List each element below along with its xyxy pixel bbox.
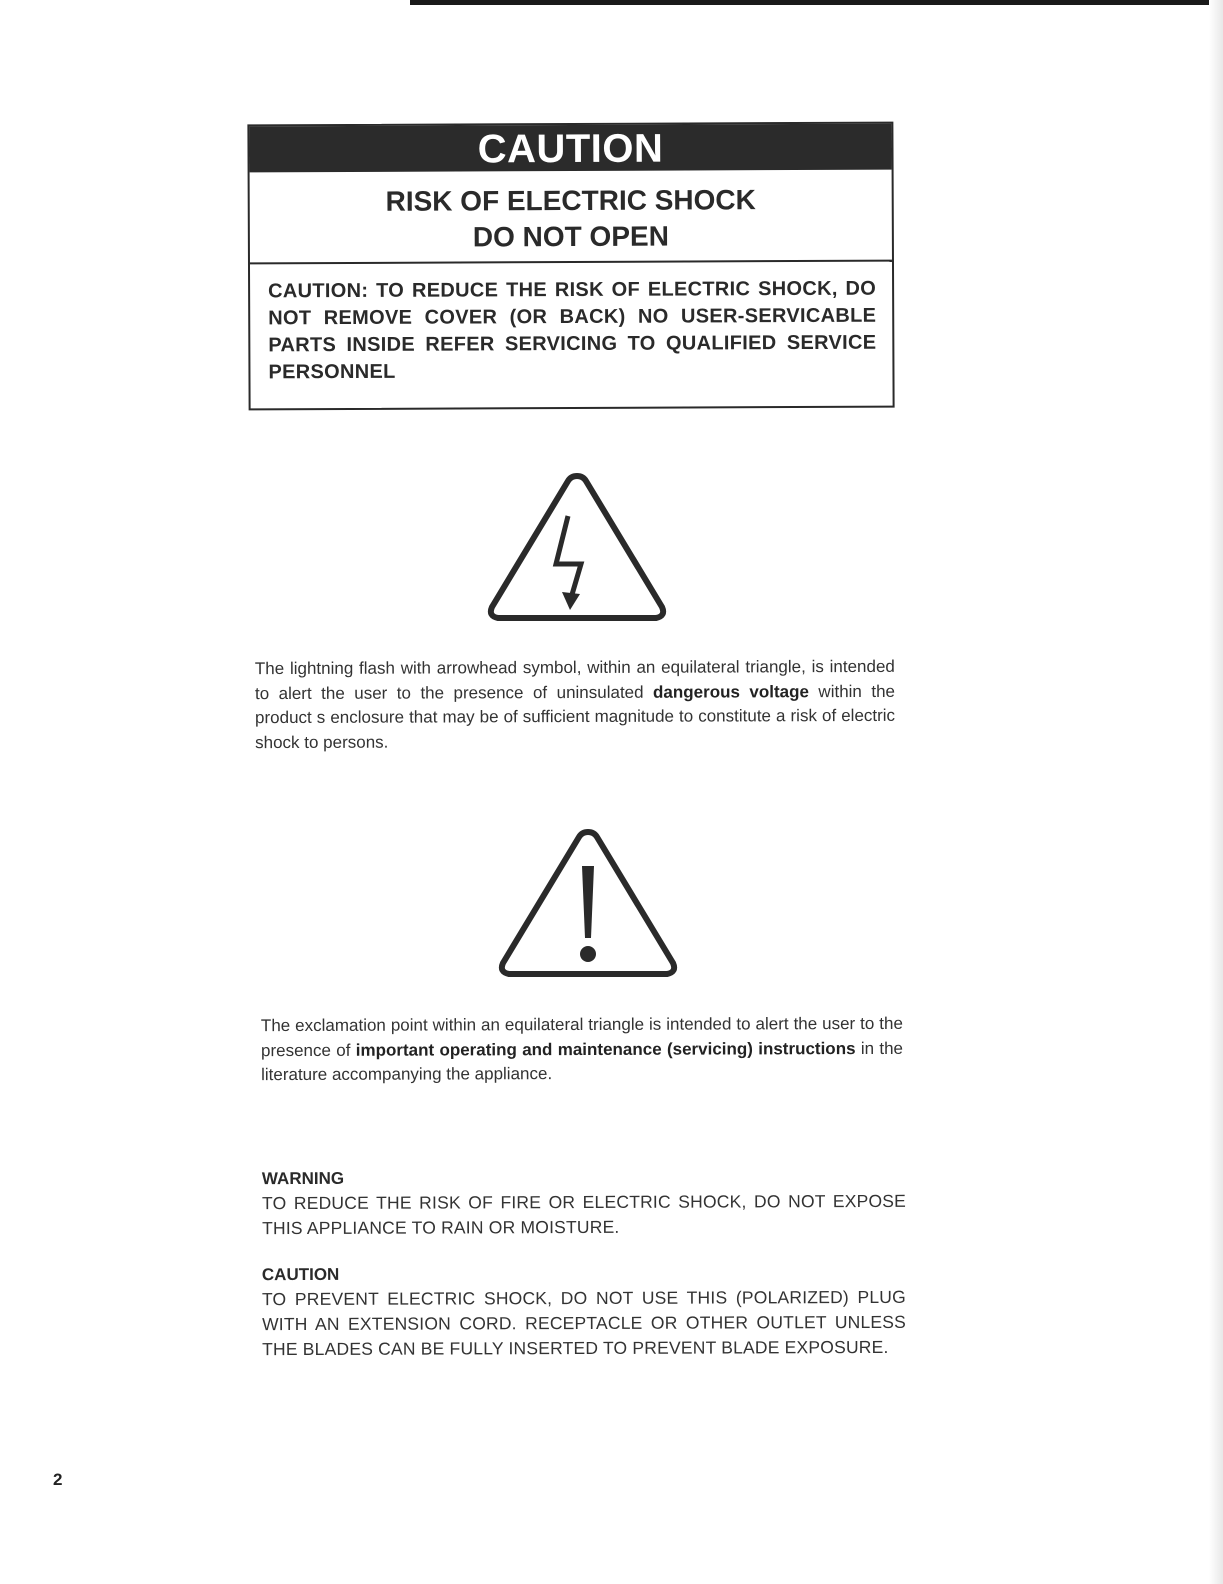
lightning-text-part2: within the product s enclosure that may be of sufficient magnitude to constitute a risk of electric shock to persons. (255, 681, 896, 752)
caution-label-subtitle-line2: DO NOT OPEN (472, 220, 669, 253)
lightning-text-bold: dangerous voltage (652, 681, 809, 702)
warning-heading: WARNING (261, 1168, 345, 1189)
caution-label-body: CAUTION: TO REDUCE THE RISK OF ELECTRIC SHOCK, DO NOT REMOVE COVER (OR BACK) NO USER-SERVICABLE PARTS INSIDE REFER SERVICING TO QUALIFIED SERVICE PERSONNEL (268, 277, 877, 384)
caution-notice (262, 1261, 906, 1362)
caution-label-subtitle-line1: RISK OF ELECTRIC SHOCK (385, 184, 756, 217)
caution-notice-heading: CAUTION (261, 1264, 340, 1285)
lightning-text-part1: The lightning flash with arrowhead symbol, within an equilateral triangle, is intended to alert the user to the presence of uninsulated (254, 656, 895, 703)
page-number: 2 (53, 1470, 63, 1489)
caution-label-box (247, 122, 894, 411)
caution-label-subtitle (250, 170, 892, 265)
lightning-triangle-icon (486, 470, 668, 630)
exclamation-text-part1: The exclamation point within an equilateral triangle is intended to alert the user to the presence of (260, 1013, 903, 1060)
exclamation-symbol-description (261, 1012, 903, 1088)
exclamation-text-bold: important operating and maintenance (servicing) instructions (355, 1038, 856, 1060)
warning-notice (262, 1165, 906, 1241)
scan-top-edge (410, 0, 1223, 5)
caution-label-header: CAUTION (249, 124, 891, 173)
exclamation-text-part2: in the literature accompanying the appliance. (261, 1038, 904, 1085)
caution-notice-text: TO PREVENT ELECTRIC SHOCK, DO NOT USE THIS (POLARIZED) PLUG WITH AN EXTENSION CORD. RECEPTACLE OR OTHER OUTLET UNLESS THE BLADES CAN BE FULLY INSERTED TO PREVENT BLADE EXPOSURE. (261, 1286, 907, 1360)
scan-right-edge (1209, 0, 1223, 1584)
warning-text: TO REDUCE THE RISK OF FIRE OR ELECTRIC SHOCK, DO NOT EXPOSE THIS APPLIANCE TO RAIN OR MOISTURE. (261, 1190, 907, 1239)
lightning-symbol-description (255, 655, 895, 755)
exclamation-triangle-icon (497, 826, 679, 986)
